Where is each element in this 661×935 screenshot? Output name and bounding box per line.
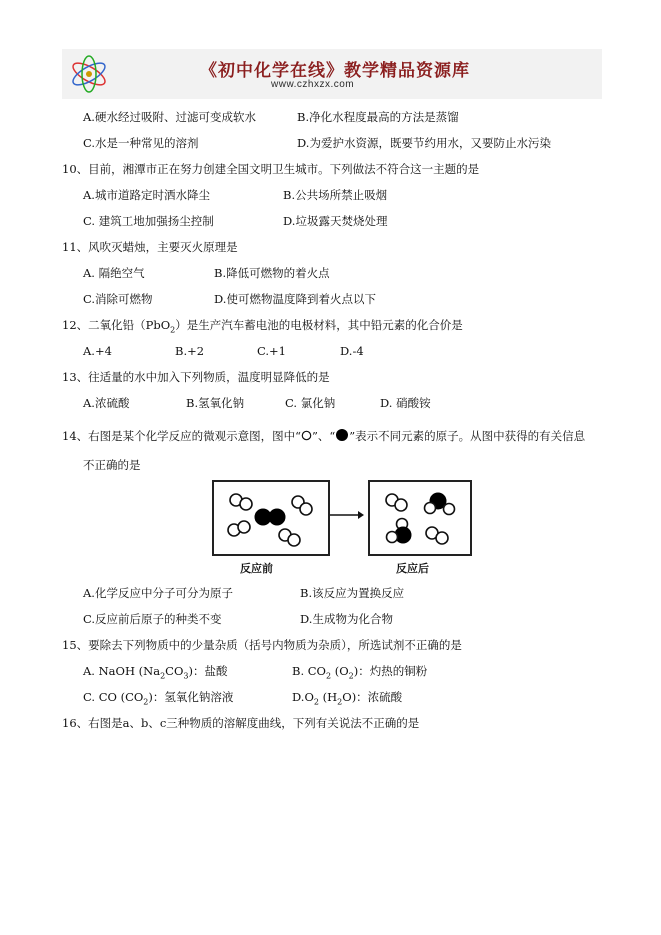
q13-option-a: A.浓硫酸 [83,396,130,410]
q15-option-d: $D.O_2$ $(H_2O)$：浓硫酸 [292,690,403,707]
q10-option-a: A.城市道路定时洒水降尘 [83,188,210,202]
reaction-arrow-icon [328,508,366,522]
q13-option-d: D. 硝酸铵 [380,396,431,410]
q14-option-a: A.化学反应中分子可分为原子 [83,586,233,600]
q11-option-a: A. 隔绝空气 [83,266,145,280]
q11-option-b: B.降低可燃物的着火点 [214,266,330,280]
q15-option-b: B. $CO_2$ $(O_2)$：灼热的铜粉 [292,664,428,681]
q10-option-b: B.公共场所禁止吸烟 [283,188,388,202]
q14-option-c: C.反应前后原子的种类不变 [83,612,222,626]
q10-option-c: C. 建筑工地加强扬尘控制 [83,214,214,228]
q16-stem: 16、右图是a、b、c三种物质的溶解度曲线，下列有关说法不正确的是 [62,716,420,730]
q9-option-a: A.硬水经过吸附、过滤可变成软水 [83,110,256,124]
q12-option-c: C.+1 [257,344,286,358]
q13-stem: 13、往适量的水中加入下列物质，温度明显降低的是 [62,370,330,384]
q12-option-d: D.-4 [340,344,364,358]
q14-stem-line1: 14、右图是某个化学反应的微观示意图，图中“ ”、“ ”表示不同元素的原子。从图中获得的有关信息 [62,429,586,443]
q11-option-d: D.使可燃物温度降到着火点以下 [214,292,376,306]
q13-option-b: B.氢氧化钠 [186,396,245,410]
q9-option-b: B.净化水程度最高的方法是蒸馏 [297,110,459,124]
figure-after-box [368,480,472,556]
atom-logo-icon [68,53,110,95]
q11-stem: 11、风吹灭蜡烛，主要灭火原理是 [62,240,238,254]
q15-stem: 15、要除去下列物质中的少量杂质（括号内物质为杂质），所选试剂不正确的是 [62,638,462,652]
reaction-after-diagram [370,482,470,554]
q14-option-b: B.该反应为置换反应 [300,586,405,600]
q12-option-b: B.+2 [175,344,205,358]
header-banner [62,49,602,99]
q10-stem: 10、目前，湘潭市正在努力创建全国文明卫生城市。下列做法不符合这一主题的是 [62,162,480,176]
banner-url: www.czhxzx.com [271,79,355,90]
q12-stem: 12、二氧化铅（PbO$_2$）是生产汽车蓄电池的电极材料，其中铅元素的化合价是 [62,318,463,335]
q15-option-a: A. NaOH $(Na_2CO_3)$：盐酸 [83,664,228,681]
q10-option-d: D.垃圾露天焚烧处理 [283,214,388,228]
banner-title: 《初中化学在线》教学精品资源库 [200,61,470,81]
figure-after-label: 反应后 [396,562,429,575]
figure-before-box [212,480,330,556]
q12-option-a: A.+4 [83,344,112,358]
q14-stem-line2: 不正确的是 [83,458,141,472]
q14-option-d: D.生成物为化合物 [300,612,393,626]
q11-option-c: C.消除可燃物 [83,292,153,306]
white-atom-icon [301,430,312,441]
q9-option-d: D.为爱护水资源，既要节约用水，又要防止水污染 [297,136,551,150]
figure-before-label: 反应前 [240,562,273,575]
black-atom-icon [335,428,349,442]
q13-option-c: C. 氯化钠 [285,396,336,410]
q15-option-c: C. CO $(CO_2)$：氢氧化钠溶液 [83,690,234,707]
reaction-before-diagram [214,482,328,554]
q9-option-c: C.水是一种常见的溶剂 [83,136,199,150]
